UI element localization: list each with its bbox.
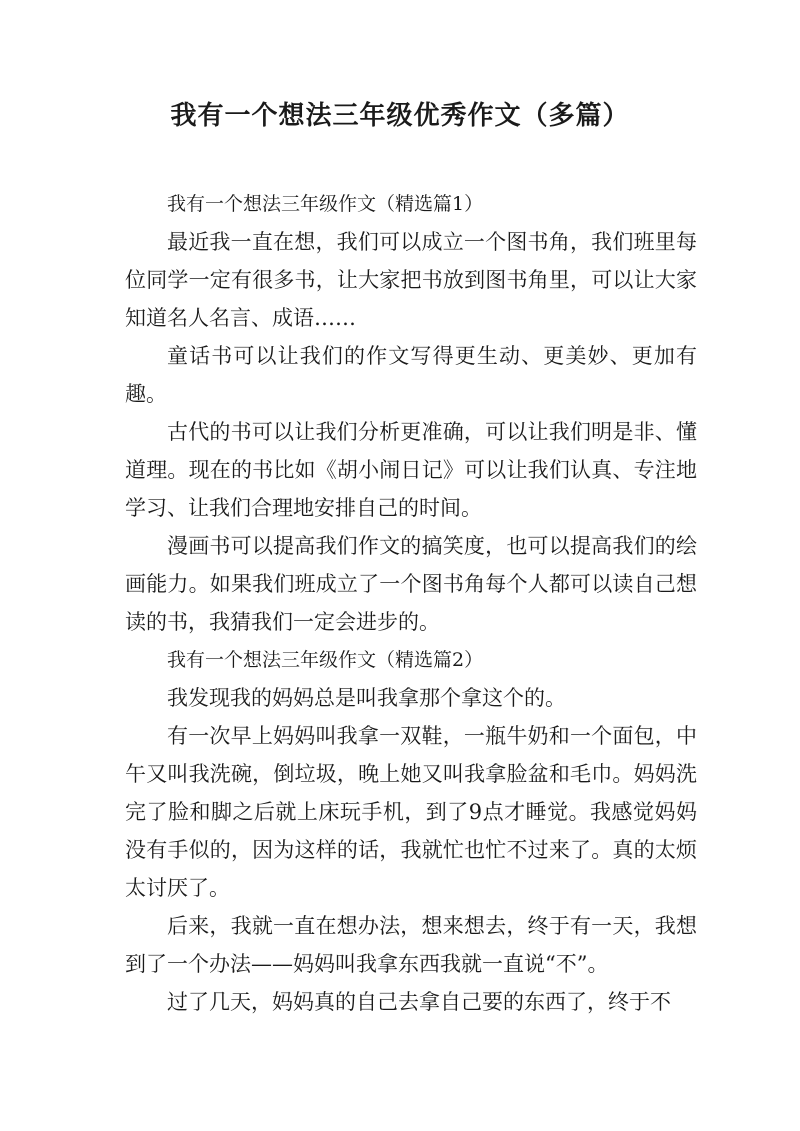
paragraph: 童话书可以让我们的作文写得更生动、更美妙、更加有趣。 bbox=[125, 344, 697, 406]
paragraph: 过了几天，妈妈真的自己去拿自己要的东西了，终于不 bbox=[167, 990, 671, 1014]
paragraph: 有一次早上妈妈叫我拿一双鞋，一瓶牛奶和一个面包，中午又叫我洗碗，倒垃圾，晚上她又叫我拿脸盆和毛巾。妈妈洗完了脸和脚之后就上床玩手机，到了9点才睡觉。我感觉妈妈没有手似的，因为这样的话，我就忙也忙不过来了。真的太烦太讨厌了。 bbox=[125, 724, 697, 900]
paragraph: 古代的书可以让我们分析更准确，可以让我们明是非、懂道理。现在的书比如《胡小闹日记》可以让我们认真、专注地学习、让我们合理地安排自己的时间。 bbox=[125, 420, 697, 520]
paragraph: 我发现我的妈妈总是叫我拿那个拿这个的。 bbox=[167, 686, 566, 710]
document-body bbox=[125, 185, 697, 1021]
document-title: 我有一个想法三年级优秀作文（多篇） bbox=[170, 101, 630, 131]
paragraph: 后来，我就一直在想办法，想来想去，终于有一天，我想到了一个办法——妈妈叫我拿东西我就一直说“不”。 bbox=[125, 914, 697, 976]
section-heading-1: 我有一个想法三年级作文（精选篇1） bbox=[167, 193, 484, 215]
paragraph: 最近我一直在想，我们可以成立一个图书角，我们班里每位同学一定有很多书，让大家把书放到图书角里，可以让大家知道名人名言、成语…… bbox=[125, 230, 697, 330]
paragraph: 漫画书可以提高我们作文的搞笑度，也可以提高我们的绘画能力。如果我们班成立了一个图书角每个人都可以读自己想读的书，我猜我们一定会进步的。 bbox=[125, 534, 697, 634]
section-heading-2: 我有一个想法三年级作文（精选篇2） bbox=[167, 649, 484, 671]
